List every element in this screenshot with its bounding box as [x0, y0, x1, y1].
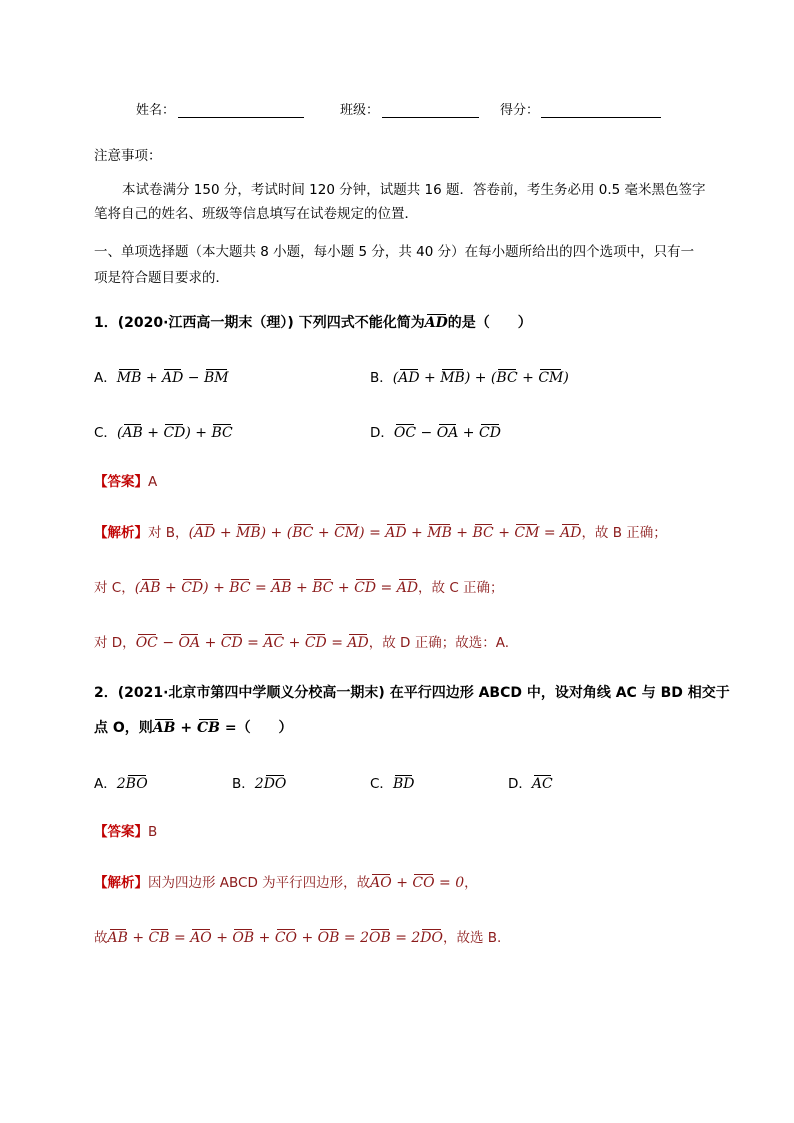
vector-cd: CD	[304, 635, 327, 651]
vector-ad: AD	[347, 635, 369, 651]
math-operator: +	[313, 525, 335, 541]
q2-option-b-expr	[255, 776, 287, 792]
analysis-expr	[135, 580, 418, 596]
q1-option-b[interactable]	[370, 371, 569, 386]
math-operator: +	[333, 580, 355, 596]
vector-ad: AD	[162, 370, 184, 386]
math-operator: 2	[116, 776, 126, 792]
q2-title-prefix: 点 O，则	[94, 720, 153, 736]
section-line2: 项是符合题目要求的．	[94, 270, 229, 286]
math-operator: =	[326, 635, 348, 651]
vector-cd: CD	[220, 635, 243, 651]
q2-title-line2	[94, 721, 293, 735]
math-operator: )	[563, 370, 569, 386]
q1-option-a-expr	[117, 370, 229, 386]
analysis-tag: 【解析】	[94, 875, 148, 891]
option-label: B．	[232, 776, 255, 792]
math-operator: +	[297, 930, 318, 946]
analysis-suffix: ，故选 B.	[443, 930, 502, 946]
math-operator: 2	[254, 776, 264, 792]
analysis-suffix: ，故 D 正确；故选：A.	[368, 635, 510, 651]
math-operator: = 0	[434, 875, 465, 891]
analysis-suffix: ，故 B 正确；	[581, 525, 667, 541]
vector-ab: AB	[107, 930, 128, 946]
analysis-expr	[108, 930, 444, 946]
math-operator: =	[539, 525, 561, 541]
answer-tag: 【答案】	[94, 824, 148, 840]
vector-do: DO	[420, 930, 443, 946]
analysis-prefix: 对 B，	[148, 525, 189, 541]
vector-ad: AD	[396, 580, 419, 596]
q2-option-b[interactable]	[232, 777, 286, 792]
vector-co: CO	[274, 930, 298, 946]
vector-ob: OB	[368, 930, 391, 946]
vector-cb: CB	[148, 930, 170, 946]
notice-line1: 本试卷满分 150 分，考试时间 120 分钟，试题共 16 题．答卷前，考生务必用 0.5 毫米黑色签字	[122, 182, 706, 198]
option-label: A．	[94, 776, 117, 792]
vector-mb: MB	[440, 370, 465, 386]
answer-tag: 【答案】	[94, 474, 148, 490]
q2-analysis-1	[94, 876, 478, 891]
q1-title-text: 1．(2020·江西高一期末（理）) 下列四式不能化简为	[94, 315, 425, 331]
math-operator: +	[291, 580, 313, 596]
math-operator: (	[134, 580, 141, 596]
section-line1: 一、单项选择题（本大题共 8 小题，每小题 5 分，共 40 分）在每小题所给出的四个选项中，只有一	[94, 244, 695, 260]
vector-cd: CD	[478, 425, 501, 441]
answer-value: B	[148, 824, 158, 840]
math-operator: = 2	[390, 930, 421, 946]
option-label: D．	[370, 425, 394, 441]
vector-cb: CB	[196, 720, 220, 736]
math-operator: −	[183, 370, 204, 386]
analysis-expr	[136, 635, 369, 651]
math-operator: +	[517, 370, 539, 386]
math-operator: +	[284, 635, 305, 651]
math-operator: =	[169, 930, 191, 946]
vector-mb: MB	[427, 525, 452, 541]
math-operator: (	[392, 370, 399, 386]
q2-option-d[interactable]	[508, 777, 553, 792]
vector-cm: CM	[514, 525, 540, 541]
math-operator: +	[175, 720, 197, 736]
class-field[interactable]	[382, 117, 479, 118]
math-operator: ) +	[203, 580, 230, 596]
math-operator: +	[254, 930, 275, 946]
score-field[interactable]	[541, 117, 661, 118]
q1-answer	[94, 476, 157, 490]
math-operator: +	[215, 525, 237, 541]
analysis-tag: 【解析】	[94, 525, 148, 541]
option-label: A．	[94, 370, 117, 386]
math-operator: ) + (	[464, 370, 497, 386]
math-operator: =	[242, 635, 264, 651]
q1-option-b-expr	[393, 370, 569, 386]
vector-bc: BC	[472, 525, 494, 541]
vector-ac: AC	[263, 635, 285, 651]
math-operator: = 2	[339, 930, 369, 946]
class-label: 班级：	[340, 103, 380, 118]
math-operator: =	[219, 720, 237, 736]
analysis-expr	[370, 875, 464, 891]
option-label: D．	[508, 776, 532, 792]
vector-ad: AD	[560, 525, 582, 541]
q2-title-tail: （ ）	[236, 720, 293, 736]
vector-oc: OC	[393, 425, 417, 441]
math-operator: ) +	[185, 425, 212, 441]
q2-title-expr	[153, 720, 237, 736]
q1-option-d-expr	[394, 425, 501, 441]
math-operator: =	[376, 580, 397, 596]
vector-ad: AD	[385, 525, 407, 541]
math-operator: +	[200, 635, 221, 651]
vector-bd: BD	[392, 776, 415, 792]
name-label: 姓名：	[136, 103, 176, 118]
vector-ao: AO	[370, 875, 392, 891]
vector-bc: BC	[211, 425, 233, 441]
vector-cm: CM	[334, 525, 360, 541]
q2-option-d-expr	[532, 776, 553, 792]
vector-cd: CD	[354, 580, 377, 596]
math-operator: +	[160, 580, 182, 596]
math-operator: +	[142, 425, 164, 441]
vector-cd: CD	[163, 425, 186, 441]
vector-mb: MB	[236, 525, 261, 541]
vector-mb: MB	[116, 370, 142, 386]
math-operator: +	[127, 930, 149, 946]
vector-bc: BC	[292, 525, 314, 541]
vector-ab: AB	[152, 720, 176, 736]
option-label: B．	[370, 370, 393, 386]
vector-cd: CD	[181, 580, 204, 596]
vector-oa: OA	[436, 425, 459, 441]
vector-cm: CM	[538, 370, 564, 386]
q2-option-a[interactable]	[94, 777, 148, 792]
q2-analysis-2	[94, 931, 501, 946]
q1-option-d[interactable]	[370, 426, 501, 441]
vector-oc: OC	[135, 635, 158, 651]
math-operator: +	[141, 370, 163, 386]
option-label: C．	[370, 776, 393, 792]
analysis-prefix: 对 D，	[94, 635, 136, 651]
vector-ab: AB	[271, 580, 292, 596]
option-label: C．	[94, 425, 117, 441]
math-operator: +	[211, 930, 233, 946]
vector-bc: BC	[229, 580, 251, 596]
q1-title-vector: AD	[424, 315, 448, 331]
math-operator: +	[458, 425, 479, 441]
vector-do: DO	[263, 776, 287, 792]
vector-ob: OB	[232, 930, 255, 946]
math-operator: +	[451, 525, 473, 541]
vector-ad: AD	[194, 525, 216, 541]
analysis-text: 因为四边形 ABCD 为平行四边形，故	[148, 875, 371, 891]
vector-bc: BC	[312, 580, 334, 596]
notice-title: 注意事项：	[94, 148, 162, 164]
math-operator: +	[391, 875, 413, 891]
q2-title-line1: 2．(2021·北京市第四中学顺义分校高一期末) 在平行四边形 ABCD 中，设对角线 AC 与 BD 相交于	[94, 685, 730, 701]
vector-bo: BO	[125, 776, 148, 792]
q2-option-c[interactable]	[370, 777, 414, 792]
q1-analysis-c	[94, 581, 504, 596]
math-operator: +	[419, 370, 441, 386]
math-operator: (	[116, 425, 123, 441]
q1-title-tail: 的是（ ）	[447, 315, 532, 331]
analysis-prefix: 对 C，	[94, 580, 135, 596]
vector-ad: AD	[398, 370, 420, 386]
vector-oa: OA	[178, 635, 201, 651]
q1-option-c[interactable]	[94, 426, 233, 441]
math-operator: −	[416, 425, 437, 441]
answer-value: A	[148, 474, 158, 490]
name-field[interactable]	[178, 117, 304, 118]
score-label: 得分：	[500, 103, 540, 118]
vector-ac: AC	[531, 776, 553, 792]
q2-option-a-expr	[117, 776, 148, 792]
math-operator: −	[157, 635, 179, 651]
math-operator: =	[250, 580, 272, 596]
vector-ab: AB	[140, 580, 161, 596]
vector-ob: OB	[317, 930, 340, 946]
notice-line2: 笔将自己的姓名、班级等信息填写在试卷规定的位置．	[94, 206, 418, 222]
q2-answer	[94, 826, 157, 840]
q2-option-c-expr	[393, 776, 415, 792]
q1-title	[94, 316, 532, 330]
math-operator: +	[406, 525, 428, 541]
q1-analysis-b	[94, 526, 667, 541]
analysis-prefix: 故	[94, 930, 108, 946]
math-operator: ) =	[359, 525, 386, 541]
math-operator: +	[493, 525, 515, 541]
vector-bm: BM	[204, 370, 229, 386]
q1-option-c-expr	[117, 425, 233, 441]
analysis-suffix: ，故 C 正确；	[418, 580, 504, 596]
vector-ab: AB	[122, 425, 143, 441]
vector-bc: BC	[496, 370, 518, 386]
math-operator: ) + (	[260, 525, 293, 541]
analysis-expr	[189, 525, 582, 541]
q1-analysis-d	[94, 636, 509, 651]
math-operator: (	[188, 525, 195, 541]
vector-co: CO	[412, 875, 435, 891]
analysis-suffix: ，	[464, 875, 478, 891]
vector-ao: AO	[190, 930, 212, 946]
q1-option-a[interactable]	[94, 371, 229, 386]
